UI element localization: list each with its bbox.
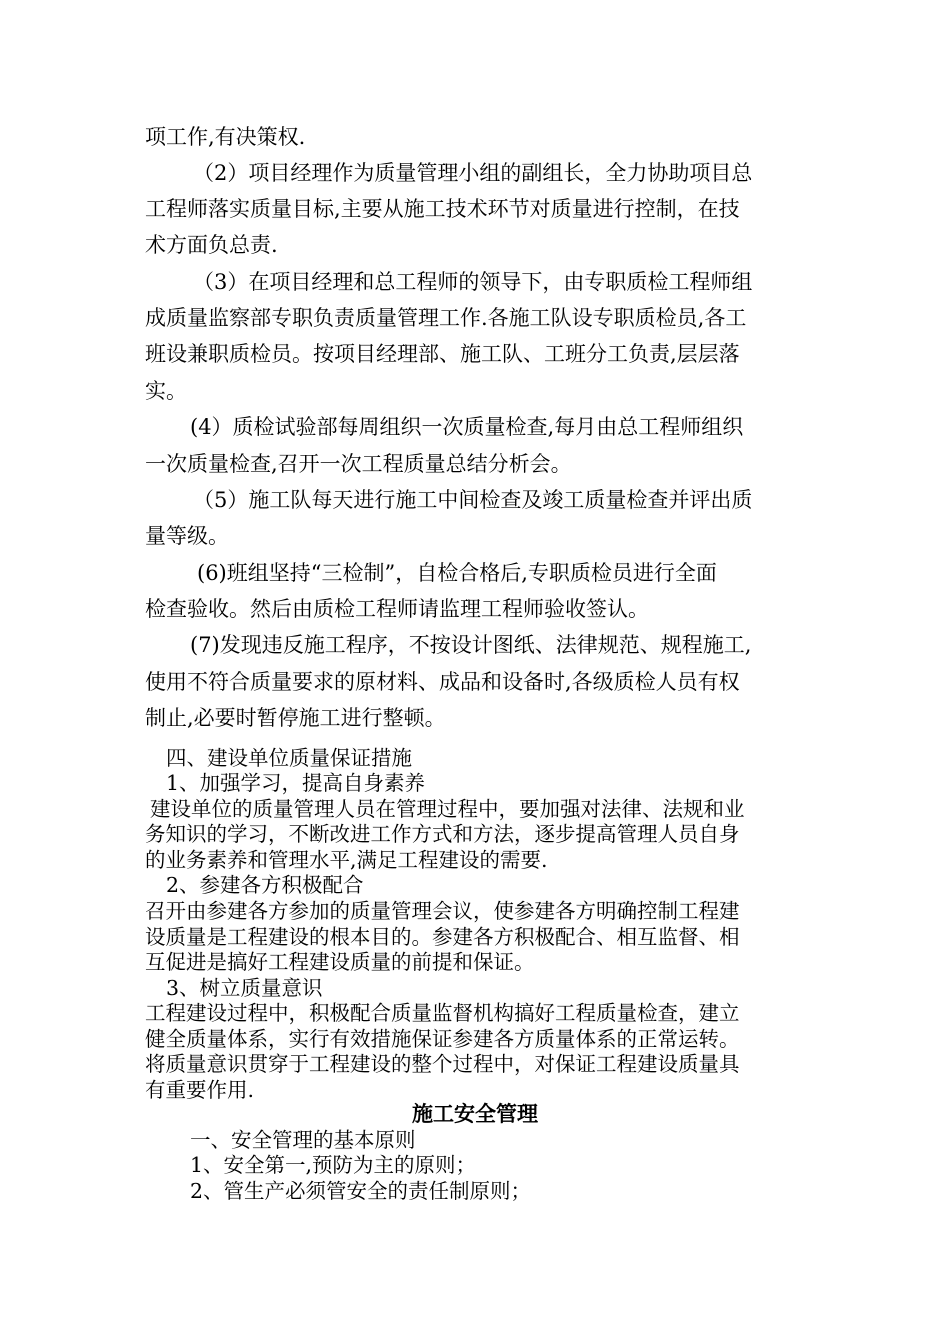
text-line: 有重要作用. <box>145 1078 255 1102</box>
text-line: 项工作,有决策权. <box>145 125 306 149</box>
text-line: 术方面负总责. <box>145 233 278 257</box>
text-line: 一次质量检查,召开一次工程质量总结分析会。 <box>145 452 572 476</box>
list-item: 2、管生产必须管安全的责任制原则； <box>190 1179 532 1203</box>
text-line: （3）在项目经理和总工程师的领导下，由专职质检工程师组 <box>193 270 753 294</box>
text-line: 设质量是工程建设的根本目的。参建各方积极配合、相互监督、相 <box>145 925 740 949</box>
text-line: 班设兼职质检员。按项目经理部、施工队、工班分工负责,层层落 <box>145 342 740 366</box>
text-line: 检查验收。然后由质检工程师请监理工程师验收签认。 <box>145 597 649 621</box>
subsection-heading: 3、树立质量意识 <box>166 976 323 1000</box>
text-line: (7)发现违反施工程序，不按设计图纸、法律规范、规程施工, <box>190 633 752 657</box>
text-line: 互促进是搞好工程建设质量的前提和保证。 <box>145 950 535 974</box>
text-line: 使用不符合质量要求的原材料、成品和设备时,各级质检人员有权 <box>145 670 740 694</box>
text-line: (4）质检试验部每周组织一次质量检查,每月由总工程师组织 <box>190 415 744 439</box>
section-title: 施工安全管理 <box>412 1101 538 1126</box>
text-line: 工程师落实质量目标,主要从施工技术环节对质量进行控制，在技 <box>145 197 740 221</box>
section-heading: 四、建设单位质量保证措施 <box>166 746 412 770</box>
text-line: 成质量监察部专职负责质量管理工作.各施工队设专职质检员,各工 <box>145 306 747 330</box>
text-line: 务知识的学习，不断改进工作方式和方法，逐步提高管理人员自身 <box>145 822 740 846</box>
text-line: 召开由参建各方参加的质量管理会议，使参建各方明确控制工程建 <box>145 899 740 923</box>
text-line: 实。 <box>145 379 187 403</box>
text-line: 工程建设过程中，积极配合质量监督机构搞好工程质量检查，建立 <box>145 1001 740 1025</box>
subsection-heading: 2、参建各方积极配合 <box>166 873 364 897</box>
text-line: 的业务素养和管理水平,满足工程建设的需要. <box>145 848 548 872</box>
text-line: 健全质量体系，实行有效措施保证参建各方质量体系的正常运转。 <box>145 1027 740 1051</box>
text-line: 建设单位的质量管理人员在管理过程中，要加强对法律、法规和业 <box>150 797 745 821</box>
subsection-heading: 1、加强学习，提高自身素养 <box>166 771 426 795</box>
list-item: 1、安全第一,预防为主的原则； <box>190 1153 477 1177</box>
text-line: 将质量意识贯穿于工程建设的整个过程中，对保证工程建设质量具 <box>145 1052 740 1076</box>
section-heading: 一、安全管理的基本原则 <box>190 1128 416 1152</box>
text-line: （2）项目经理作为质量管理小组的副组长，全力协助项目总 <box>193 161 753 185</box>
text-line: (6)班组坚持“三检制”，自检合格后,专职质检员进行全面 <box>197 561 717 585</box>
text-line: 制止,必要时暂停施工进行整顿。 <box>145 706 446 730</box>
text-line: （5）施工队每天进行施工中间检查及竣工质量检查并评出质 <box>193 488 753 512</box>
text-line: 量等级。 <box>145 524 229 548</box>
